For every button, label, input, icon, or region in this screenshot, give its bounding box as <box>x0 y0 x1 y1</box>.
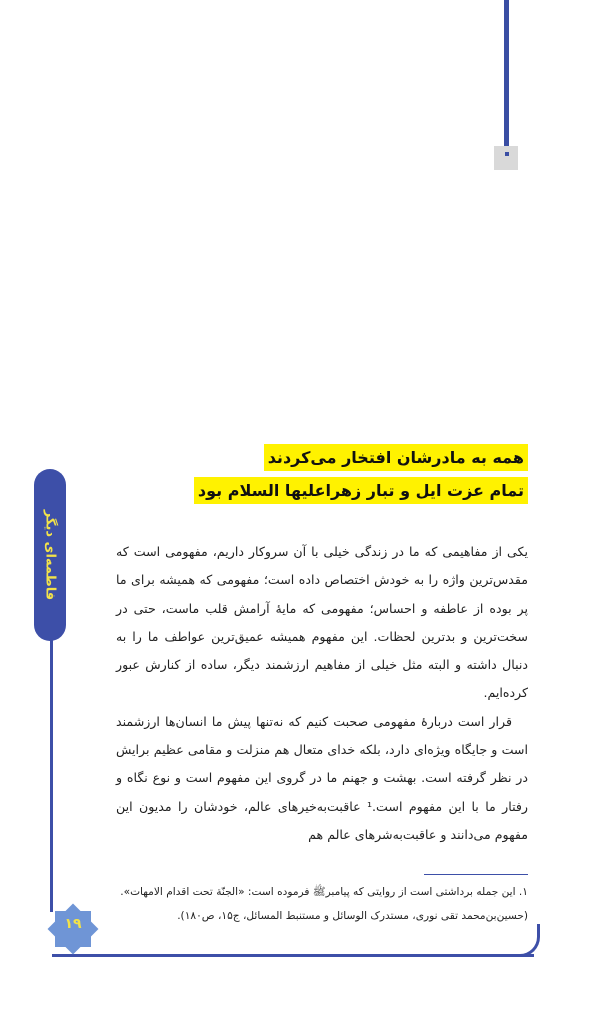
footnotes <box>116 880 528 928</box>
top-decorative-line <box>504 0 509 158</box>
body-paragraph-1: یکی از مفاهیمی که ما در زندگی خیلی با آن سروکار داریم، مفهومی است که مقدس‌ترین واژه را به خودش اختصاص داده است؛ مفهومی که همیشه برای ما پر بوده از عاطفه و احساس؛ مفهومی که مایهٔ آرامش قلب ماست، حتی در سخت‌ترین و بدترین لحظات. این مفهوم همیشه عمیق‌ترین عواطف ما را به دنبال داشته و البته مثل خیلی از مفاهیم ارزشمند دیگر، ساده از کنارش عبور کرده‌ایم. <box>116 544 528 701</box>
body-paragraph-2: قرار است دربارهٔ مفهومی صحبت کنیم که نه‌تنها پیش ما انسان‌ها ارزشمند است و جایگاه ویژه‌ای دارد، بلکه خدای متعال هم منزلت و مقامی عظیم برایش در نظر گرفته است. بهشت و جهنم ما در گروی این مفهوم است و نوع نگاه و رفتار ما با این مفهوم است.¹ عاقبت‌به‌خیرهای عالم، خودشان را مدیون این مفهوم می‌دانند و عاقبت‌به‌شرهای عالم هم <box>116 713 528 842</box>
bottom-decorative-line <box>52 954 534 957</box>
footnote-line-2: (حسین‌بن‌محمد تقی نوری، مستدرک الوسائل و مستنبط المسائل، ج۱۵، ص۱۸۰). <box>177 910 528 922</box>
body-text <box>116 538 528 849</box>
bottom-decorative-curve <box>520 924 540 957</box>
chapter-title: فاطمه‌ای دیگر <box>42 509 58 601</box>
footnote-line-1: ۱. این جمله برداشتی است از روایتی که پیامبرﷺ فرموده است: «الجنّة تحت اقدام الامهات». <box>120 886 528 898</box>
page-number: ۱۹ <box>64 916 82 932</box>
chapter-headline <box>194 444 528 510</box>
top-decorative-dot <box>505 152 509 156</box>
headline-line-2: تمام عزت ایل و تبار زهراعلیها السلام بود <box>194 477 528 504</box>
headline-line-1: همه به مادرشان افتخار می‌کردند <box>264 444 528 471</box>
footnote-divider <box>424 874 528 875</box>
top-decorative-square <box>494 146 518 170</box>
side-decorative-line <box>50 640 53 912</box>
